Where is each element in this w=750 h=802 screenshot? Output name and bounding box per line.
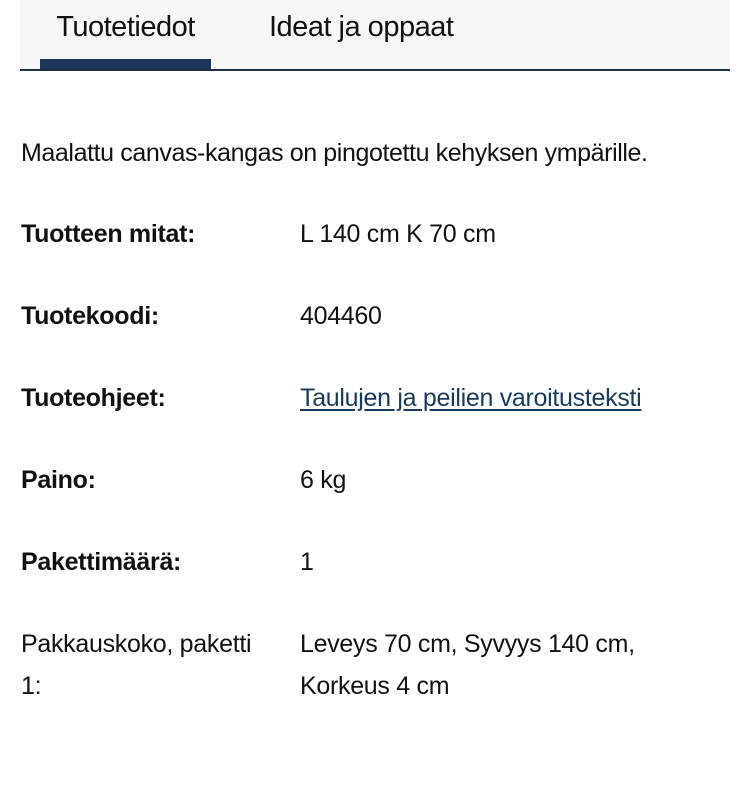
spec-label-line: Pakkauskoko, paketti [21, 630, 252, 658]
tab-product-info[interactable]: Tuotetiedot [56, 11, 195, 43]
warning-text-link[interactable]: Taulujen ja peilien varoitusteksti [300, 384, 642, 412]
spec-value: L 140 cm K 70 cm [300, 220, 496, 248]
spec-value-line: Leveys 70 cm, Syvyys 140 cm, [300, 630, 635, 658]
spec-value [300, 377, 720, 419]
spec-value-line: Korkeus 4 cm [300, 672, 450, 700]
spec-label: Tuotteen mitat: [21, 220, 196, 248]
spec-label: Pakettimäärä: [21, 548, 182, 576]
spec-label: Tuoteohjeet: [21, 384, 166, 412]
spec-label: Tuotekoodi: [21, 302, 159, 330]
spec-value: 404460 [300, 302, 382, 330]
product-tabs [20, 0, 730, 71]
tab-ideas-guides[interactable]: Ideat ja oppaat [269, 11, 454, 43]
active-tab-indicator [40, 59, 211, 69]
spec-label: Paino: [21, 466, 96, 494]
spec-value: 6 kg [300, 466, 347, 494]
product-description: Maalattu canvas-kangas on pingotettu kehyksen ympärille. [21, 139, 648, 167]
spec-label-line: 1: [21, 672, 42, 700]
spec-value: 1 [300, 548, 314, 576]
spec-value [300, 623, 720, 707]
spec-label [21, 623, 271, 707]
